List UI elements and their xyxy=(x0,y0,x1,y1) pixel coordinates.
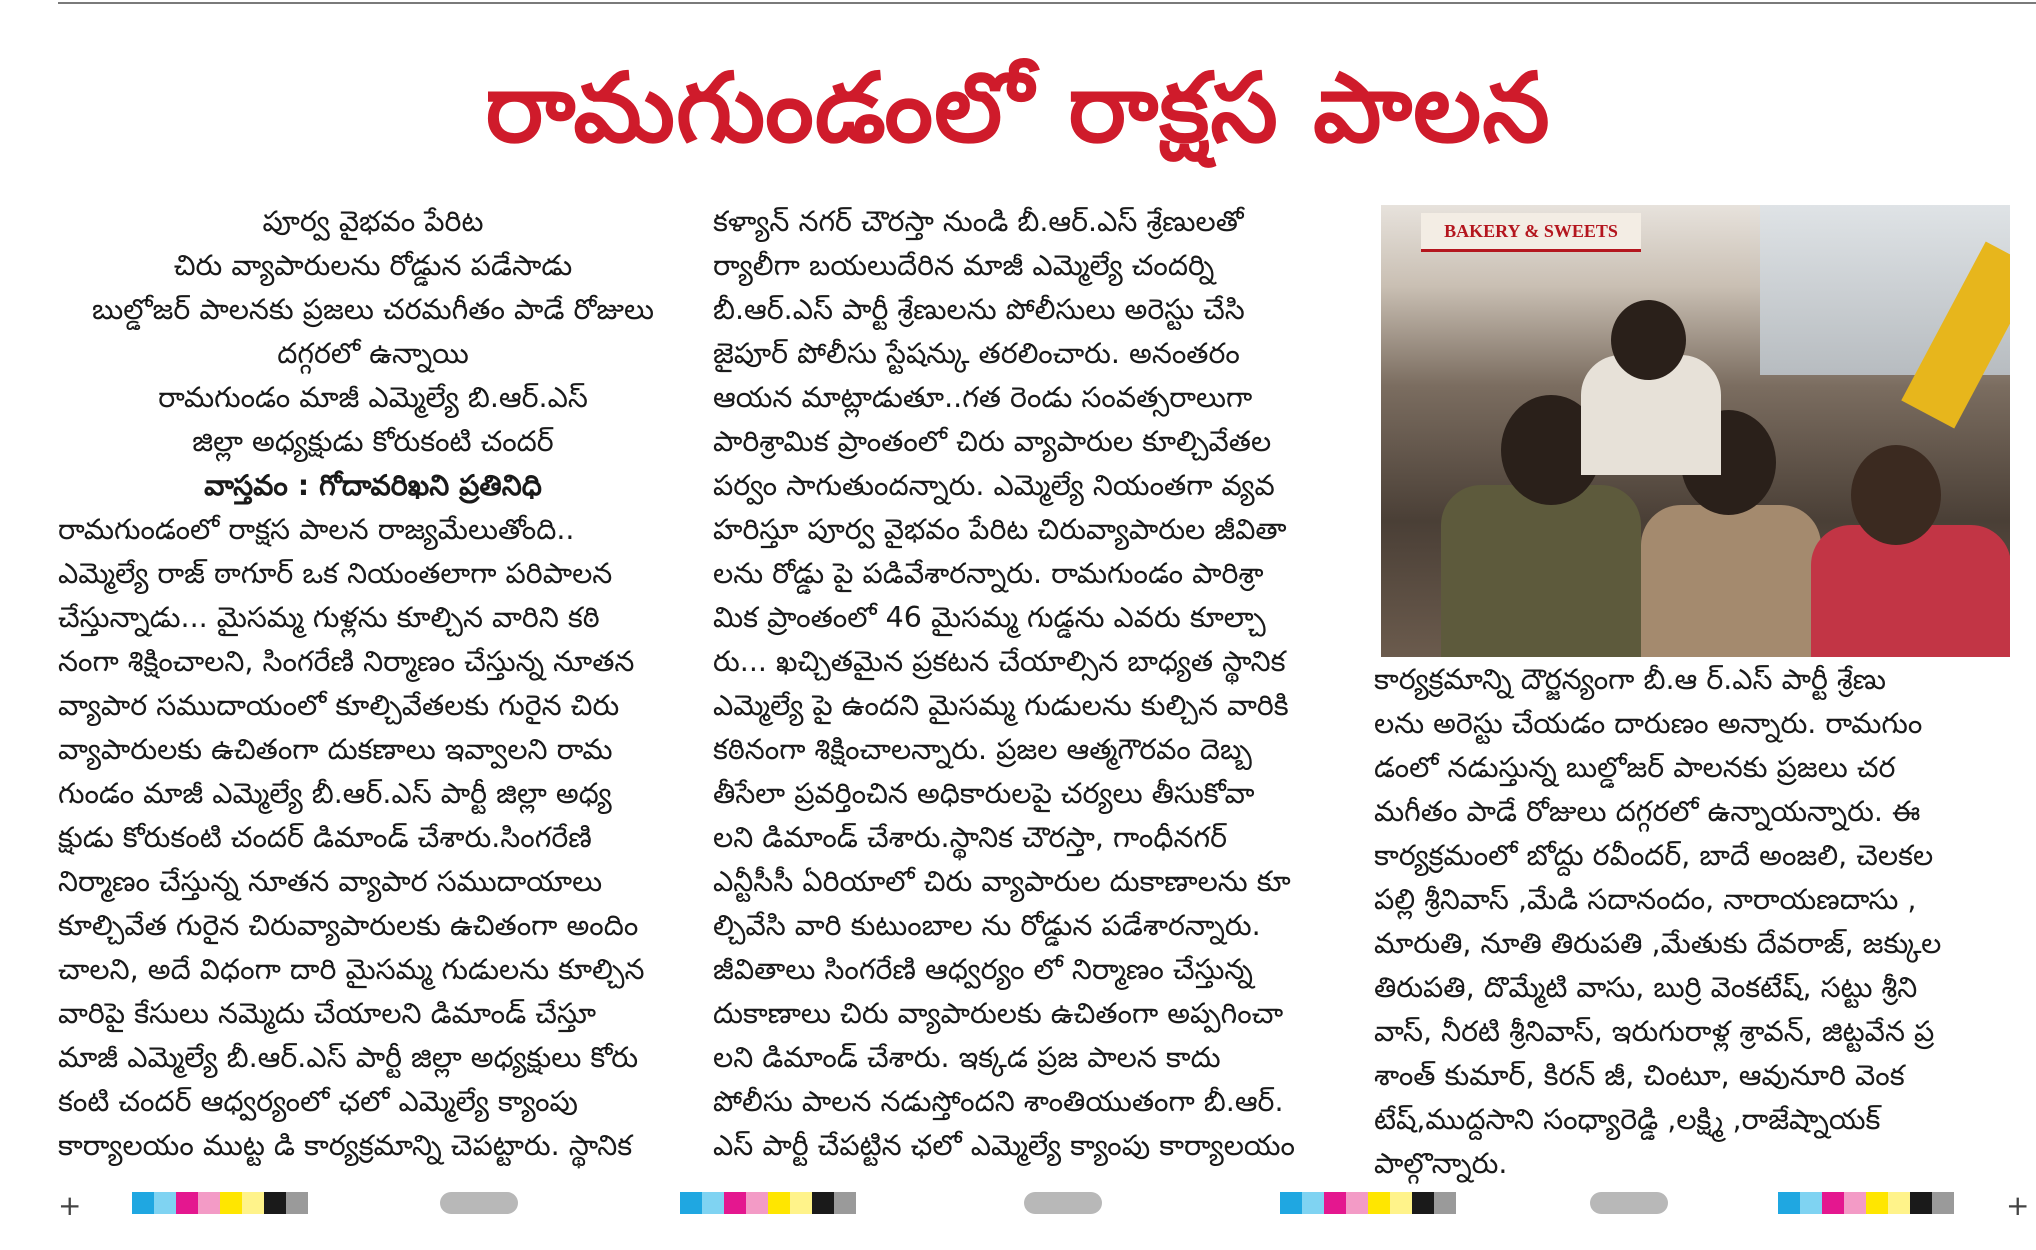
color-swatch xyxy=(242,1192,264,1214)
color-swatch xyxy=(724,1192,746,1214)
color-swatch xyxy=(746,1192,768,1214)
color-swatch xyxy=(680,1192,702,1214)
color-registration-bar xyxy=(132,1192,308,1214)
text-line: పల్లి శ్రీనివాస్ ,మేడి సదానందం, నారాయణదాసు , xyxy=(1374,883,1917,916)
subheading-3: బుల్డోజర్ పాలనకు ప్రజలు చరమగీతం పాడే రోజులు xyxy=(91,293,655,326)
text-line: మారుతి, నూతి తిరుపతి ,మేతుకు దేవరాజ్, జక్కుల xyxy=(1374,927,1942,960)
color-swatch xyxy=(812,1192,834,1214)
color-swatch xyxy=(1844,1192,1866,1214)
text-line: మగీతం పాడే రోజులు దగ్గరలో ఉన్నాయన్నారు. ఈ xyxy=(1374,795,1921,828)
color-swatch xyxy=(264,1192,286,1214)
registration-pill xyxy=(1024,1192,1102,1214)
color-swatch xyxy=(1932,1192,1954,1214)
text-line: లని డిమాండ్ చేశారు. ఇక్కడ ప్రజ పాలన కాదు xyxy=(713,1041,1221,1074)
text-line: కార్యక్రమాన్ని దౌర్జన్యంగా బీ.ఆ ర్.ఎస్ పార్టీ శ్రేణు xyxy=(1374,663,1887,696)
color-swatch xyxy=(834,1192,856,1214)
text-line: టేష్,ముద్దసాని సంధ్యారెడ్డి ,లక్ష్మి ,రాజేష్నాయక్ xyxy=(1374,1103,1881,1136)
color-swatch xyxy=(1412,1192,1434,1214)
color-swatch xyxy=(1346,1192,1368,1214)
color-swatch xyxy=(1888,1192,1910,1214)
news-photo xyxy=(1381,205,2010,657)
text-line: కళ్యాన్ నగర్ చౌరస్తా నుండి బీ.ఆర్.ఎస్ శ్రేణులతో xyxy=(713,205,1244,238)
text-line: పాల్గొన్నారు. xyxy=(1374,1147,1508,1180)
headline: రామగుండంలో రాక్షస పాలన xyxy=(485,52,1551,164)
text-line: మాజీ ఎమ్మెల్యే బీ.ఆర్.ఎస్ పార్టీ జిల్లా అధ్యక్షులు కోరు xyxy=(58,1041,639,1074)
text-line: కార్యక్రమంలో బోద్దు రవీందర్, బాదే అంజలి, చెలకల xyxy=(1374,839,1934,872)
color-swatch xyxy=(1822,1192,1844,1214)
top-rule xyxy=(58,2,2036,4)
color-swatch xyxy=(220,1192,242,1214)
text-line: రు... ఖచ్చితమైన ప్రకటన చేయాల్సిన బాధ్యత స్థానిక xyxy=(713,645,1286,678)
subheading-5: రామగుండం మాజీ ఎమ్మెల్యే బి.ఆర్.ఎస్ xyxy=(158,381,588,414)
color-swatch xyxy=(1324,1192,1346,1214)
color-registration-bar xyxy=(1778,1192,1954,1214)
column-2 xyxy=(713,200,1343,1168)
color-swatch xyxy=(286,1192,308,1214)
color-swatch xyxy=(1910,1192,1932,1214)
color-swatch xyxy=(1434,1192,1456,1214)
text-line: వ్యాపార సముదాయంలో కూల్చివేతలకు గురైన చిరు xyxy=(58,689,620,722)
crop-mark-right: + xyxy=(2006,1189,2030,1222)
color-swatch xyxy=(1368,1192,1390,1214)
color-swatch xyxy=(768,1192,790,1214)
photo-shop-sign: BAKERY & SWEETS xyxy=(1421,213,1641,252)
text-line: నంగా శిక్షించాలని, సింగరేణి నిర్మాణం చేస్తున్న నూతన xyxy=(58,645,635,678)
text-line: తీసేలా ప్రవర్తించిన అధికారులపై చర్యలు తీసుకోవా xyxy=(713,777,1255,810)
byline: వాస్తవం : గోదావరిఖని ప్రతినిధి xyxy=(204,469,542,502)
subheading-6: జిల్లా అధ్యక్షుడు కోరుకంటి చందర్ xyxy=(192,425,554,458)
color-swatch xyxy=(702,1192,724,1214)
text-line: జైపూర్ పోలీసు స్టేషన్కు తరలించారు. అనంతరం xyxy=(713,337,1240,370)
photo-person-head xyxy=(1611,300,1686,380)
text-line: ఎమ్మెల్యే పై ఉందని మైసమ్మ గుడులను కుల్చిన వారికి xyxy=(713,689,1289,722)
text-line: శాంత్ కుమార్, కిరన్ జీ, చింటూ, ఆవునూరి వెంక xyxy=(1374,1059,1905,1092)
color-swatch xyxy=(1778,1192,1800,1214)
text-line: డంలో నడుస్తున్న బుల్డోజర్ పాలనకు ప్రజలు చర xyxy=(1374,751,1896,784)
text-line: పర్వం సాగుతుందన్నారు. ఎమ్మెల్యే నియంతగా వ్యవ xyxy=(713,469,1275,502)
column-3 xyxy=(1374,658,2014,1186)
subheading-2: చిరు వ్యాపారులను రోడ్డున పడేసాడు xyxy=(173,249,573,282)
color-registration-bar xyxy=(680,1192,856,1214)
color-swatch xyxy=(154,1192,176,1214)
text-line: జీవితాలు సింగరేణి ఆధ్వర్యం లో నిర్మాణం చేస్తున్న xyxy=(713,953,1253,986)
photo-person-head xyxy=(1851,445,1941,545)
text-line: కఠినంగా శిక్షించాలన్నారు. ప్రజల ఆత్మగౌరవం దెబ్బ xyxy=(713,733,1252,766)
text-line: లని డిమాండ్ చేశారు.స్థానిక చౌరస్తా, గాంధీనగర్ xyxy=(713,821,1227,854)
text-line: కార్యాలయం ముట్ట డి కార్యక్రమాన్ని చెపట్టారు. స్థానిక xyxy=(58,1129,633,1162)
photo-person xyxy=(1811,525,2010,657)
text-line: ఆయన మాట్లాడుతూ..గత రెండు సంవత్సరాలుగా xyxy=(713,381,1253,414)
subheading-4: దగ్గరలో ఉన్నాయి xyxy=(277,337,469,370)
color-swatch xyxy=(1800,1192,1822,1214)
color-swatch xyxy=(1390,1192,1412,1214)
text-line: ల్చివేసి వారి కుటుంబాల ను రోడ్డున పడేశారన్నారు. xyxy=(713,909,1261,942)
text-line: ఎన్టీసీసీ ఏరియాలో చిరు వ్యాపారుల దుకాణాలను కూ xyxy=(713,865,1291,898)
registration-pill xyxy=(1590,1192,1668,1214)
color-swatch xyxy=(132,1192,154,1214)
registration-pill xyxy=(440,1192,518,1214)
column-1 xyxy=(58,200,688,1168)
color-registration-bar xyxy=(1280,1192,1456,1214)
text-line: క్షుడు కోరుకంటి చందర్ డిమాండ్ చేశారు.సింగరేణి xyxy=(58,821,592,854)
text-line: వ్యాపారులకు ఉచితంగా దుకణాలు ఇవ్వాలని రామ xyxy=(58,733,613,766)
text-line: కూల్చివేత గురైన చిరువ్యాపారులకు ఉచితంగా అందిం xyxy=(58,909,639,942)
text-line: కంటి చందర్ ఆధ్వర్యంలో ఛలో ఎమ్మెల్యే క్యాంపు xyxy=(58,1085,578,1118)
text-line: హరిస్తూ పూర్వ వైభవం పేరిట చిరువ్యాపారుల జీవితా xyxy=(713,513,1287,546)
text-line: పోలీసు పాలన నడుస్తోందని శాంతియుతంగా బీ.ఆర్. xyxy=(713,1085,1284,1118)
crop-mark-left: + xyxy=(58,1189,82,1222)
text-line: చాలని, అదే విధంగా దారి మైసమ్మ గుడులను కూల్చిన xyxy=(58,953,645,986)
text-line: ర్యాలీగా బయలుదేరిన మాజీ ఎమ్మెల్యే చందర్ని xyxy=(713,249,1215,282)
color-swatch xyxy=(1302,1192,1324,1214)
text-line: తిరుపతి, దొమ్మేటి వాసు, బుర్రి వెంకటేష్, సట్టు శ్రీని xyxy=(1374,971,1918,1004)
text-line: పారిశ్రామిక ప్రాంతంలో చిరు వ్యాపారుల కూల్చివేతల xyxy=(713,425,1272,458)
color-swatch xyxy=(790,1192,812,1214)
subheading-1: పూర్వ వైభవం పేరిట xyxy=(262,205,484,238)
text-line: వాస్, నీరటి శ్రీనివాస్, ఇరుగురాళ్ల శ్రావన్, జిట్టవేన ప్ర xyxy=(1374,1015,1935,1048)
text-line: లను అరెస్టు చేయడం దారుణం అన్నారు. రామగుం xyxy=(1374,707,1923,740)
text-line: బీ.ఆర్.ఎస్ పార్టీ శ్రేణులను పోలీసులు అరెస్టు చేసి xyxy=(713,293,1245,326)
text-line: మిక ప్రాంతంలో 46 మైసమ్మ గుడ్డను ఎవరు కూల్చా xyxy=(713,601,1266,634)
text-line: ఎస్ పార్టీ చేపట్టిన ఛలో ఎమ్మెల్యే క్యాంపు కార్యాలయం xyxy=(713,1129,1296,1162)
text-line: రామగుండంలో రాక్షస పాలన రాజ్యమేలుతోంది.. xyxy=(58,513,575,546)
text-line: గుండం మాజీ ఎమ్మెల్యే బీ.ఆర్.ఎస్ పార్టీ జిల్లా అధ్య xyxy=(58,777,612,810)
column-1-body xyxy=(58,508,688,1168)
text-line: లను రోడ్డు పై పడివేశారన్నారు. రామగుండం పారిశ్రా xyxy=(713,557,1264,590)
text-line: వారిపై కేసులు నమ్మెదు చేయాలని డిమాండ్ చేస్తూ xyxy=(58,997,596,1030)
color-swatch xyxy=(1866,1192,1888,1214)
text-line: ఎమ్మెల్యే రాజ్ ఠాగూర్ ఒక నియంతలాగా పరిపాలన xyxy=(58,557,613,590)
text-line: చేస్తున్నాడు... మైసమ్మ గుళ్లను కూల్చిన వారిని కఠి xyxy=(58,601,600,634)
photo-person xyxy=(1441,485,1641,657)
photo-person xyxy=(1641,505,1821,657)
color-swatch xyxy=(176,1192,198,1214)
color-swatch xyxy=(198,1192,220,1214)
text-line: దుకాణాలు చిరు వ్యాపారులకు ఉచితంగా అప్పగించా xyxy=(713,997,1284,1030)
color-swatch xyxy=(1280,1192,1302,1214)
text-line: నిర్మాణం చేస్తున్న నూతన వ్యాపార సముదాయాలు xyxy=(58,865,603,898)
